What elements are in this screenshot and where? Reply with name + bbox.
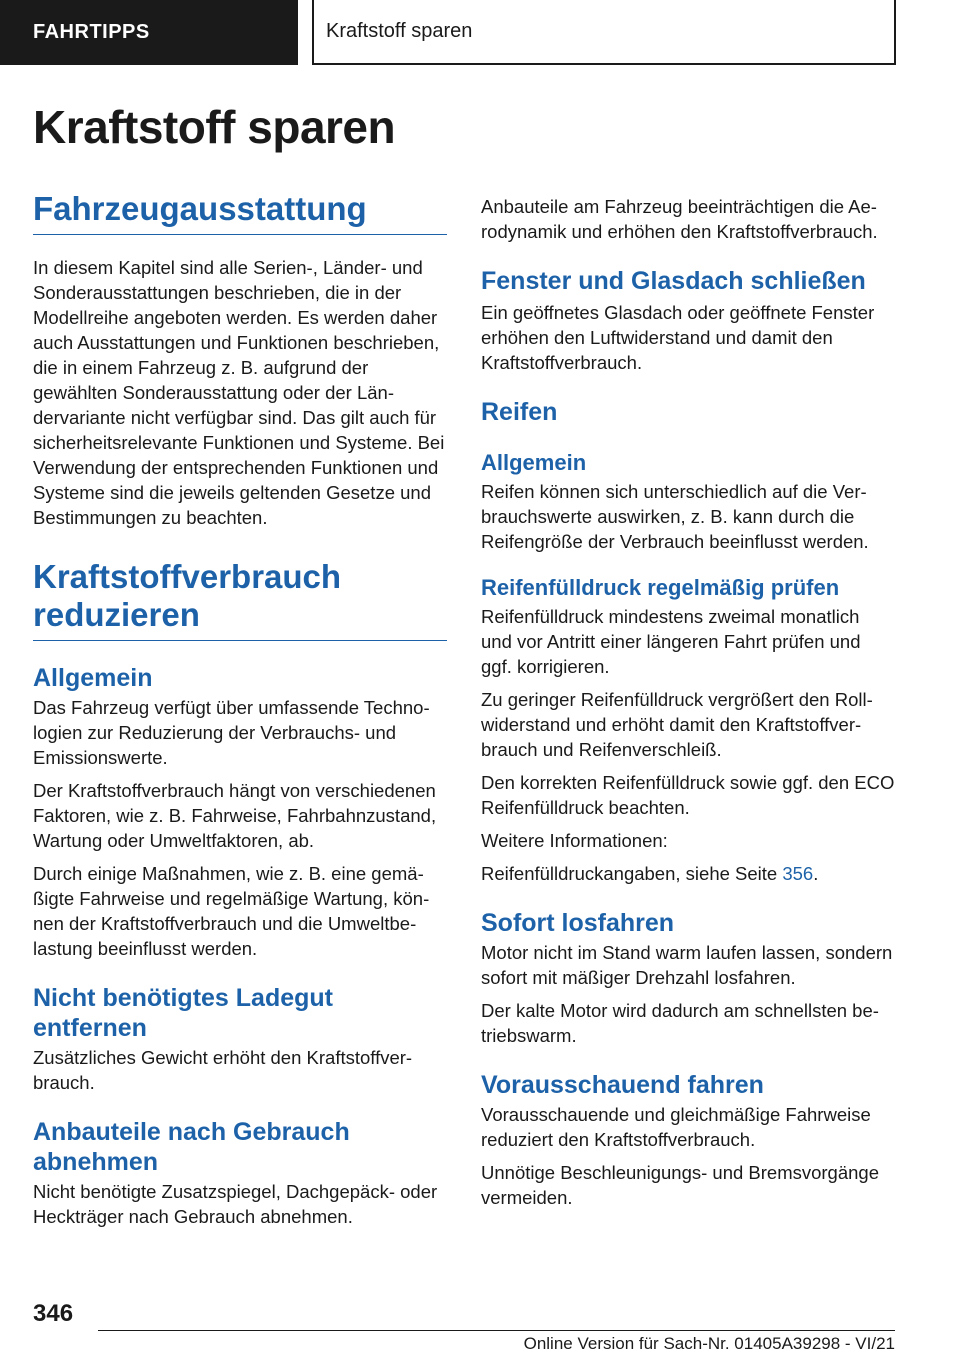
heading-sofort-losfahren: Sofort losfahren: [481, 909, 675, 937]
paragraph-sofort-2: Der kalte Motor wird dadurch am schnellsten betriebswarm.: [481, 1000, 879, 1046]
header-section-label: FAHRTIPPS: [33, 21, 150, 43]
left-column: [33, 190, 447, 1229]
paragraph-reifenfuelldruck-3: Den korrekten Reifenfülldruck sowie ggf. den ECO Reifenfülldruck beachten.: [481, 772, 895, 818]
paragraph-anbauteile-continued: Anbauteile am Fahrzeug beeinträchtigen die Aerodynamik und erhöhen den Kraftstoffverbrauch.: [481, 196, 878, 242]
heading-reifenfuelldruck: Reifenfülldruck regelmäßig prüfen: [481, 575, 840, 600]
heading-kraftstoffverbrauch-reduzieren: [33, 558, 447, 641]
paragraph-fenster-glasdach: Ein geöffnetes Glasdach oder geöffnete Fenster erhöhen den Luftwiderstand und damit den Kraftstoffverbrauch.: [481, 302, 875, 373]
paragraph-allgemein-1: Das Fahrzeug verfügt über umfassende Technologien zur Reduzierung der Verbrauchs- und Emissionswerte.: [33, 697, 430, 768]
heading-fenster-glasdach: Fenster und Glasdach schließen: [481, 267, 866, 295]
paragraph-reference: [481, 861, 895, 886]
heading-line-2: reduzieren: [33, 596, 200, 633]
page-reference-link[interactable]: 356: [782, 863, 814, 884]
paragraph-ladegut: Zusätzliches Gewicht erhöht den Kraftstoffverbrauch.: [33, 1047, 413, 1093]
heading-allgemein: Allgemein: [33, 664, 153, 692]
heading-fahrzeugausstattung: Fahrzeugausstattung: [33, 190, 447, 235]
heading-anbauteile: Anbauteile nach Gebrauch abnehmen: [33, 1118, 350, 1176]
paragraph-allgemein-3: Durch einige Maßnahmen, wie z. B. eine gemäßigte Fahrweise und regelmäßige Wartung, können der Kraftstoffverbrauch und die Umweltbelastung beeinflusst werden.: [33, 863, 430, 959]
header-topic-label: Kraftstoff sparen: [326, 20, 473, 42]
paragraph-vorausschauend-2: Unnötige Beschleunigungs- und Bremsvorgänge vermeiden.: [481, 1162, 880, 1208]
heading-reifen: Reifen: [481, 398, 558, 426]
right-column: [481, 190, 895, 1210]
footer-online-version: Online Version für Sach-Nr. 01405A39298 - VI/21: [523, 1334, 895, 1353]
reference-text: Reifenfülldruckangaben, siehe Seite: [481, 863, 783, 884]
paragraph-weitere-informationen: Weitere Informationen:: [481, 830, 668, 851]
header-topic-tab: [312, 0, 896, 65]
paragraph-allgemein-2: Der Kraftstoffverbrauch hängt von verschiedenen Faktoren, wie z. B. Fahrweise, Fahrbahnzustand, Wartung oder Umweltfaktoren, ab.: [33, 780, 437, 851]
reference-end: .: [813, 863, 819, 884]
paragraph-sofort-1: Motor nicht im Stand warm laufen lassen, sondern sofort mit mäßiger Drehzahl losfahren.: [481, 942, 893, 988]
paragraph-reifen-allgemein: Reifen können sich unterschiedlich auf die Verbrauchswerte auswirken, z. B. kann durch die Reifengröße der Verbrauch beeinflusst werden.: [481, 481, 869, 552]
heading-ladegut: Nicht benötigtes Ladegut entfernen: [33, 984, 333, 1042]
heading-reifen-allgemein: Allgemein: [481, 450, 587, 475]
paragraph-fahrzeugausstattung: In diesem Kapitel sind alle Serien-, Länder- und Sonderausstattungen beschrieben, die in der Modellreihe angeboten werden. Es werden daher auch Ausstattungen und Funktionen beschrieben, die in einem Fahrzeug z. B. aufgrund der gewählten Sonderausstattung oder der Ländervariante nicht verfügbar sind. Das gilt auch für sicherheitsrelevante Funktionen und Systeme. Bei Verwendung der entsprechenden Funktionen und Systeme sind die jeweils geltenden Gesetze und Bestimmungen zu beachten.: [33, 257, 445, 528]
paragraph-vorausschauend-1: Vorausschauende und gleichmäßige Fahrweise reduziert den Kraftstoffverbrauch.: [481, 1104, 871, 1150]
paragraph-reifenfuelldruck-2: Zu geringer Reifenfülldruck vergrößert den Rollwiderstand und erhöht damit den Kraftstoffverbrauch und Reifenverschleiß.: [481, 689, 873, 760]
heading-vorausschauend: Vorausschauend fahren: [481, 1071, 764, 1099]
page-number: 346: [33, 1300, 74, 1327]
page-title: Kraftstoff sparen: [33, 101, 396, 153]
footer-divider: [98, 1330, 895, 1331]
paragraph-reifenfuelldruck-1: Reifenfülldruck mindestens zweimal monatlich und vor Antritt einer längeren Fahrt prüfen und ggf. korrigieren.: [481, 606, 861, 677]
paragraph-anbauteile: Nicht benötigte Zusatzspiegel, Dachgepäck- oder Heckträger nach Gebrauch abnehmen.: [33, 1181, 438, 1227]
heading-line-1: Kraftstoffverbrauch: [33, 558, 342, 595]
header-section-tab: [0, 0, 298, 65]
